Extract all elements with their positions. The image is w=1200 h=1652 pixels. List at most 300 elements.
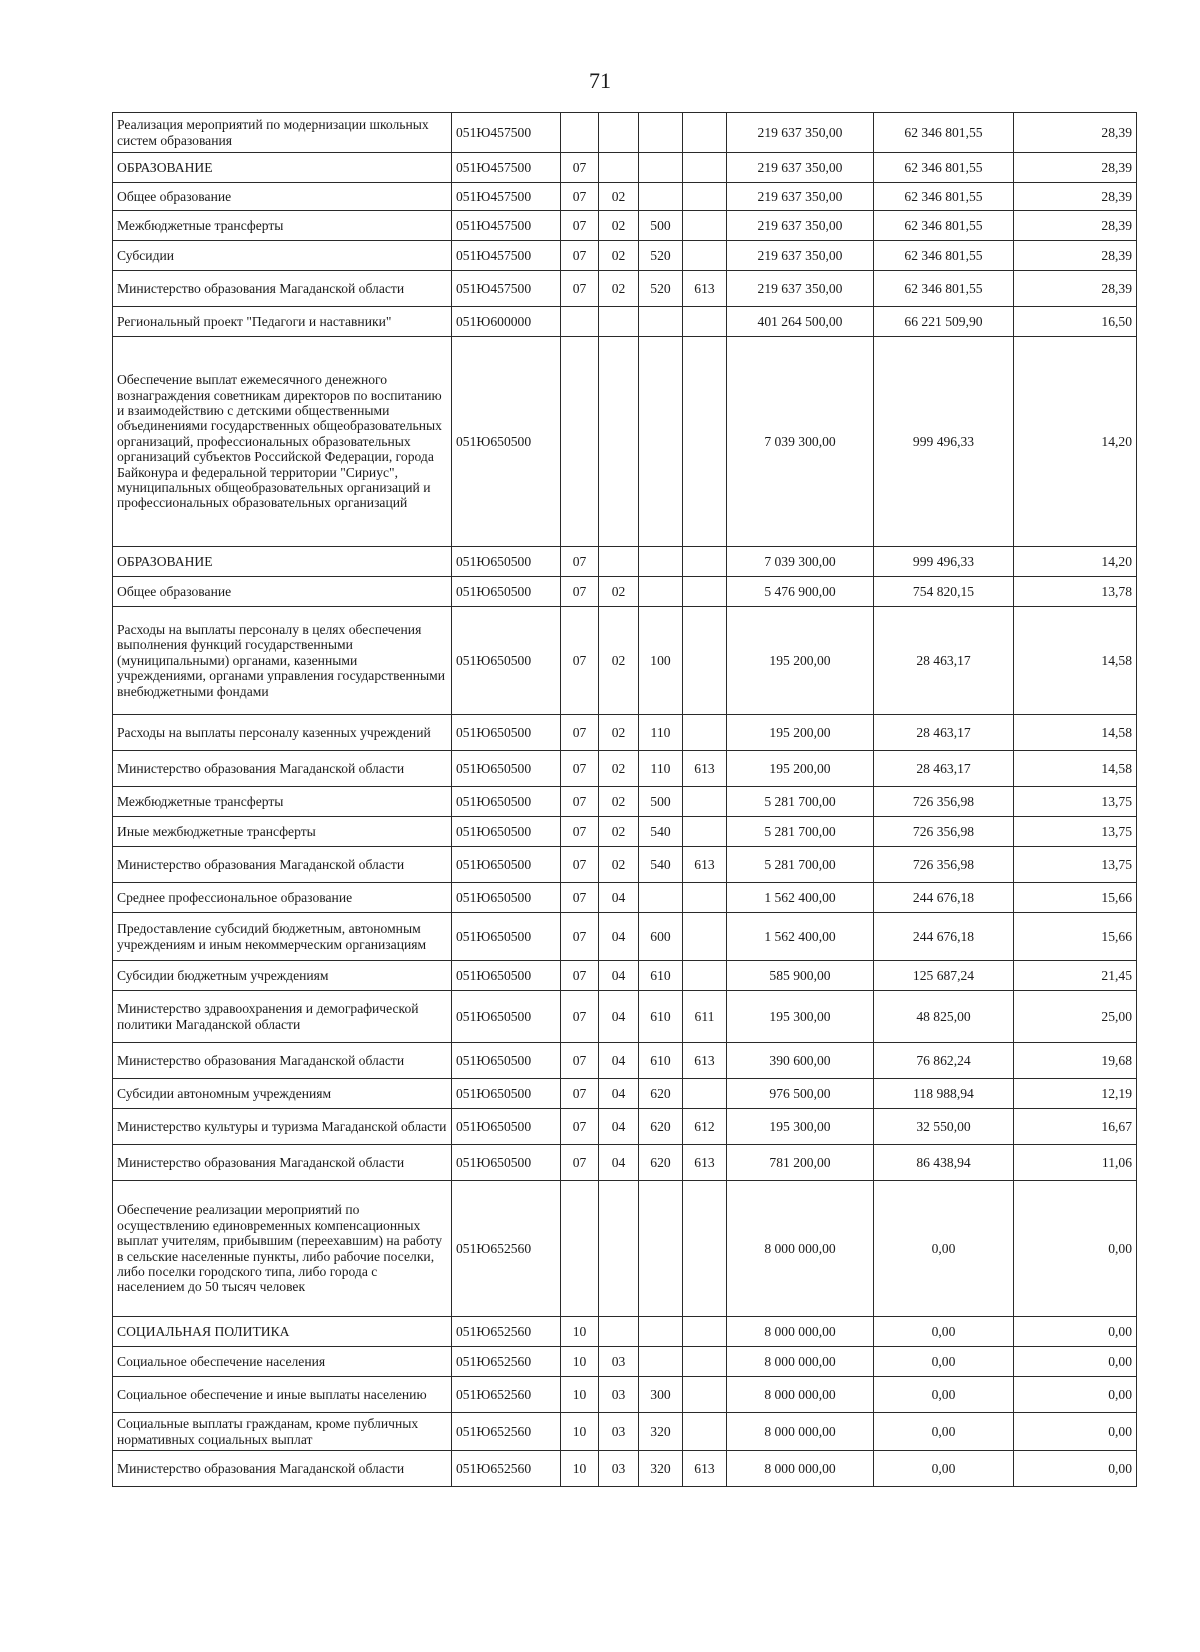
execution-percent-cell: 11,06 bbox=[1014, 1145, 1137, 1181]
section-cell: 07 bbox=[561, 991, 599, 1043]
administrator-cell bbox=[683, 817, 727, 847]
table-row bbox=[113, 817, 1137, 847]
execution-percent-cell: 14,58 bbox=[1014, 715, 1137, 751]
execution-percent-cell: 14,20 bbox=[1014, 547, 1137, 577]
execution-percent-cell: 0,00 bbox=[1014, 1451, 1137, 1487]
planned-amount-cell: 219 637 350,00 bbox=[727, 211, 874, 241]
execution-percent-cell: 14,58 bbox=[1014, 751, 1137, 787]
planned-amount-cell: 5 281 700,00 bbox=[727, 847, 874, 883]
row-name-cell: Министерство образования Магаданской области bbox=[113, 1451, 452, 1487]
expense-type-cell bbox=[639, 337, 683, 547]
executed-amount-cell: 0,00 bbox=[874, 1181, 1014, 1317]
expense-type-cell: 540 bbox=[639, 847, 683, 883]
row-name-cell: СОЦИАЛЬНАЯ ПОЛИТИКА bbox=[113, 1317, 452, 1347]
expense-type-cell bbox=[639, 1347, 683, 1377]
planned-amount-cell: 976 500,00 bbox=[727, 1079, 874, 1109]
executed-amount-cell: 62 346 801,55 bbox=[874, 153, 1014, 183]
row-name-cell: Министерство образования Магаданской области bbox=[113, 751, 452, 787]
planned-amount-cell: 8 000 000,00 bbox=[727, 1451, 874, 1487]
planned-amount-cell: 585 900,00 bbox=[727, 961, 874, 991]
section-cell: 07 bbox=[561, 211, 599, 241]
target-code-cell: 051Ю652560 bbox=[452, 1451, 561, 1487]
administrator-cell: 611 bbox=[683, 991, 727, 1043]
section-cell: 07 bbox=[561, 241, 599, 271]
section-cell: 07 bbox=[561, 577, 599, 607]
administrator-cell: 613 bbox=[683, 1145, 727, 1181]
table-row bbox=[113, 1181, 1137, 1317]
planned-amount-cell: 219 637 350,00 bbox=[727, 183, 874, 211]
execution-percent-cell: 16,50 bbox=[1014, 307, 1137, 337]
target-code-cell: 051Ю652560 bbox=[452, 1181, 561, 1317]
planned-amount-cell: 1 562 400,00 bbox=[727, 913, 874, 961]
table-row bbox=[113, 547, 1137, 577]
row-name-cell: Субсидии bbox=[113, 241, 452, 271]
row-name-cell: Общее образование bbox=[113, 183, 452, 211]
expense-type-cell bbox=[639, 307, 683, 337]
planned-amount-cell: 219 637 350,00 bbox=[727, 271, 874, 307]
target-code-cell: 051Ю650500 bbox=[452, 1145, 561, 1181]
table-row bbox=[113, 991, 1137, 1043]
executed-amount-cell: 244 676,18 bbox=[874, 913, 1014, 961]
row-name-cell: Среднее профессиональное образование bbox=[113, 883, 452, 913]
administrator-cell: 613 bbox=[683, 271, 727, 307]
budget-execution-table bbox=[112, 112, 1137, 1487]
executed-amount-cell: 999 496,33 bbox=[874, 337, 1014, 547]
executed-amount-cell: 754 820,15 bbox=[874, 577, 1014, 607]
section-cell: 07 bbox=[561, 1145, 599, 1181]
target-code-cell: 051Ю457500 bbox=[452, 271, 561, 307]
section-cell: 07 bbox=[561, 153, 599, 183]
planned-amount-cell: 195 200,00 bbox=[727, 715, 874, 751]
section-cell bbox=[561, 337, 599, 547]
table-row bbox=[113, 715, 1137, 751]
row-name-cell: Межбюджетные трансферты bbox=[113, 211, 452, 241]
execution-percent-cell: 15,66 bbox=[1014, 883, 1137, 913]
row-name-cell: Министерство образования Магаданской области bbox=[113, 1145, 452, 1181]
execution-percent-cell: 0,00 bbox=[1014, 1317, 1137, 1347]
planned-amount-cell: 195 200,00 bbox=[727, 607, 874, 715]
page-number: 71 bbox=[589, 68, 611, 93]
expense-type-cell: 500 bbox=[639, 211, 683, 241]
administrator-cell bbox=[683, 715, 727, 751]
expense-type-cell bbox=[639, 113, 683, 153]
executed-amount-cell: 999 496,33 bbox=[874, 547, 1014, 577]
administrator-cell bbox=[683, 113, 727, 153]
administrator-cell bbox=[683, 883, 727, 913]
subsection-cell: 04 bbox=[599, 883, 639, 913]
table-row bbox=[113, 1347, 1137, 1377]
execution-percent-cell: 28,39 bbox=[1014, 113, 1137, 153]
execution-percent-cell: 14,20 bbox=[1014, 337, 1137, 547]
subsection-cell: 04 bbox=[599, 1043, 639, 1079]
administrator-cell: 613 bbox=[683, 1043, 727, 1079]
administrator-cell: 613 bbox=[683, 1451, 727, 1487]
expense-type-cell: 520 bbox=[639, 271, 683, 307]
expense-type-cell: 320 bbox=[639, 1451, 683, 1487]
target-code-cell: 051Ю457500 bbox=[452, 183, 561, 211]
target-code-cell: 051Ю650500 bbox=[452, 1109, 561, 1145]
target-code-cell: 051Ю650500 bbox=[452, 961, 561, 991]
planned-amount-cell: 8 000 000,00 bbox=[727, 1377, 874, 1413]
executed-amount-cell: 28 463,17 bbox=[874, 607, 1014, 715]
section-cell: 10 bbox=[561, 1451, 599, 1487]
planned-amount-cell: 401 264 500,00 bbox=[727, 307, 874, 337]
subsection-cell: 04 bbox=[599, 1109, 639, 1145]
target-code-cell: 051Ю652560 bbox=[452, 1317, 561, 1347]
execution-percent-cell: 14,58 bbox=[1014, 607, 1137, 715]
administrator-cell bbox=[683, 913, 727, 961]
subsection-cell: 02 bbox=[599, 271, 639, 307]
administrator-cell bbox=[683, 607, 727, 715]
expense-type-cell: 110 bbox=[639, 715, 683, 751]
subsection-cell: 02 bbox=[599, 211, 639, 241]
target-code-cell: 051Ю650500 bbox=[452, 547, 561, 577]
subsection-cell: 02 bbox=[599, 577, 639, 607]
section-cell: 07 bbox=[561, 1109, 599, 1145]
administrator-cell bbox=[683, 577, 727, 607]
section-cell: 07 bbox=[561, 547, 599, 577]
subsection-cell: 02 bbox=[599, 607, 639, 715]
row-name-cell: Министерство образования Магаданской области bbox=[113, 271, 452, 307]
planned-amount-cell: 219 637 350,00 bbox=[727, 153, 874, 183]
planned-amount-cell: 7 039 300,00 bbox=[727, 547, 874, 577]
subsection-cell bbox=[599, 307, 639, 337]
row-name-cell: Расходы на выплаты персоналу в целях обеспечения выполнения функций государственными (муниципальными) органами, казенными учреждениями, органами управления государственными внебюджетными фондами bbox=[113, 607, 452, 715]
executed-amount-cell: 62 346 801,55 bbox=[874, 183, 1014, 211]
executed-amount-cell: 0,00 bbox=[874, 1347, 1014, 1377]
row-name-cell: Социальные выплаты гражданам, кроме публичных нормативных социальных выплат bbox=[113, 1413, 452, 1451]
section-cell: 07 bbox=[561, 1079, 599, 1109]
executed-amount-cell: 726 356,98 bbox=[874, 847, 1014, 883]
executed-amount-cell: 66 221 509,90 bbox=[874, 307, 1014, 337]
section-cell: 07 bbox=[561, 847, 599, 883]
executed-amount-cell: 62 346 801,55 bbox=[874, 113, 1014, 153]
administrator-cell: 613 bbox=[683, 751, 727, 787]
target-code-cell: 051Ю652560 bbox=[452, 1413, 561, 1451]
executed-amount-cell: 62 346 801,55 bbox=[874, 241, 1014, 271]
subsection-cell: 02 bbox=[599, 751, 639, 787]
expense-type-cell bbox=[639, 153, 683, 183]
target-code-cell: 051Ю650500 bbox=[452, 1079, 561, 1109]
administrator-cell bbox=[683, 1347, 727, 1377]
executed-amount-cell: 32 550,00 bbox=[874, 1109, 1014, 1145]
execution-percent-cell: 19,68 bbox=[1014, 1043, 1137, 1079]
execution-percent-cell: 16,67 bbox=[1014, 1109, 1137, 1145]
subsection-cell: 04 bbox=[599, 991, 639, 1043]
target-code-cell: 051Ю652560 bbox=[452, 1377, 561, 1413]
target-code-cell: 051Ю650500 bbox=[452, 787, 561, 817]
administrator-cell bbox=[683, 153, 727, 183]
executed-amount-cell: 76 862,24 bbox=[874, 1043, 1014, 1079]
target-code-cell: 051Ю650500 bbox=[452, 337, 561, 547]
planned-amount-cell: 8 000 000,00 bbox=[727, 1347, 874, 1377]
row-name-cell: Расходы на выплаты персоналу казенных учреждений bbox=[113, 715, 452, 751]
subsection-cell bbox=[599, 547, 639, 577]
target-code-cell: 051Ю650500 bbox=[452, 607, 561, 715]
row-name-cell: Министерство образования Магаданской области bbox=[113, 847, 452, 883]
section-cell: 07 bbox=[561, 961, 599, 991]
administrator-cell bbox=[683, 961, 727, 991]
subsection-cell: 03 bbox=[599, 1451, 639, 1487]
administrator-cell bbox=[683, 307, 727, 337]
executed-amount-cell: 62 346 801,55 bbox=[874, 271, 1014, 307]
table-row bbox=[113, 913, 1137, 961]
table-body bbox=[113, 113, 1137, 1487]
subsection-cell: 02 bbox=[599, 847, 639, 883]
administrator-cell: 612 bbox=[683, 1109, 727, 1145]
target-code-cell: 051Ю650500 bbox=[452, 991, 561, 1043]
table-row bbox=[113, 211, 1137, 241]
section-cell: 07 bbox=[561, 607, 599, 715]
planned-amount-cell: 219 637 350,00 bbox=[727, 113, 874, 153]
expense-type-cell: 320 bbox=[639, 1413, 683, 1451]
section-cell bbox=[561, 1181, 599, 1317]
section-cell: 07 bbox=[561, 183, 599, 211]
expense-type-cell: 610 bbox=[639, 961, 683, 991]
section-cell: 07 bbox=[561, 913, 599, 961]
administrator-cell bbox=[683, 1317, 727, 1347]
target-code-cell: 051Ю650500 bbox=[452, 1043, 561, 1079]
planned-amount-cell: 195 300,00 bbox=[727, 1109, 874, 1145]
administrator-cell bbox=[683, 241, 727, 271]
administrator-cell bbox=[683, 1377, 727, 1413]
section-cell: 10 bbox=[561, 1413, 599, 1451]
planned-amount-cell: 390 600,00 bbox=[727, 1043, 874, 1079]
section-cell: 10 bbox=[561, 1317, 599, 1347]
target-code-cell: 051Ю652560 bbox=[452, 1347, 561, 1377]
expense-type-cell: 620 bbox=[639, 1079, 683, 1109]
subsection-cell: 02 bbox=[599, 787, 639, 817]
subsection-cell: 04 bbox=[599, 913, 639, 961]
section-cell: 07 bbox=[561, 715, 599, 751]
section-cell bbox=[561, 307, 599, 337]
administrator-cell bbox=[683, 183, 727, 211]
section-cell: 07 bbox=[561, 787, 599, 817]
planned-amount-cell: 195 200,00 bbox=[727, 751, 874, 787]
row-name-cell: Региональный проект "Педагоги и наставники" bbox=[113, 307, 452, 337]
execution-percent-cell: 0,00 bbox=[1014, 1413, 1137, 1451]
execution-percent-cell: 13,75 bbox=[1014, 817, 1137, 847]
planned-amount-cell: 5 281 700,00 bbox=[727, 817, 874, 847]
target-code-cell: 051Ю650500 bbox=[452, 847, 561, 883]
table-row bbox=[113, 1413, 1137, 1451]
expense-type-cell bbox=[639, 547, 683, 577]
section-cell bbox=[561, 113, 599, 153]
planned-amount-cell: 195 300,00 bbox=[727, 991, 874, 1043]
planned-amount-cell: 1 562 400,00 bbox=[727, 883, 874, 913]
expense-type-cell: 100 bbox=[639, 607, 683, 715]
execution-percent-cell: 13,75 bbox=[1014, 787, 1137, 817]
planned-amount-cell: 8 000 000,00 bbox=[727, 1413, 874, 1451]
row-name-cell: Обеспечение выплат ежемесячного денежного вознаграждения советникам директоров по воспитанию и взаимодействию с детскими общественными объединениями государственных общеобразовательных организаций, профессиональных образовательных организаций субъектов Российской Федерации, города Байконура и федеральной территории "Сириус", муниципальных общеобразовательных организаций и профессиональных образовательных организаций bbox=[113, 337, 452, 547]
subsection-cell: 04 bbox=[599, 1145, 639, 1181]
row-name-cell: Субсидии бюджетным учреждениям bbox=[113, 961, 452, 991]
target-code-cell: 051Ю650500 bbox=[452, 751, 561, 787]
table-row bbox=[113, 787, 1137, 817]
row-name-cell: ОБРАЗОВАНИЕ bbox=[113, 153, 452, 183]
table-row bbox=[113, 307, 1137, 337]
subsection-cell bbox=[599, 1181, 639, 1317]
table-row bbox=[113, 241, 1137, 271]
executed-amount-cell: 0,00 bbox=[874, 1451, 1014, 1487]
execution-percent-cell: 21,45 bbox=[1014, 961, 1137, 991]
table-row bbox=[113, 1109, 1137, 1145]
row-name-cell: Субсидии автономным учреждениям bbox=[113, 1079, 452, 1109]
expense-type-cell: 600 bbox=[639, 913, 683, 961]
subsection-cell: 02 bbox=[599, 715, 639, 751]
row-name-cell: Социальное обеспечение населения bbox=[113, 1347, 452, 1377]
table-row bbox=[113, 183, 1137, 211]
execution-percent-cell: 28,39 bbox=[1014, 211, 1137, 241]
table-row bbox=[113, 153, 1137, 183]
execution-percent-cell: 28,39 bbox=[1014, 241, 1137, 271]
row-name-cell: Общее образование bbox=[113, 577, 452, 607]
expense-type-cell bbox=[639, 883, 683, 913]
table-row bbox=[113, 1043, 1137, 1079]
execution-percent-cell: 28,39 bbox=[1014, 183, 1137, 211]
planned-amount-cell: 219 637 350,00 bbox=[727, 241, 874, 271]
row-name-cell: Министерство культуры и туризма Магаданской области bbox=[113, 1109, 452, 1145]
expense-type-cell bbox=[639, 183, 683, 211]
table-row bbox=[113, 1145, 1137, 1181]
expense-type-cell: 300 bbox=[639, 1377, 683, 1413]
execution-percent-cell: 28,39 bbox=[1014, 271, 1137, 307]
executed-amount-cell: 48 825,00 bbox=[874, 991, 1014, 1043]
execution-percent-cell: 13,75 bbox=[1014, 847, 1137, 883]
subsection-cell: 04 bbox=[599, 961, 639, 991]
subsection-cell: 02 bbox=[599, 183, 639, 211]
row-name-cell: Обеспечение реализации мероприятий по осуществлению единовременных компенсационных выплат учителям, прибывшим (переехавшим) на работу в сельские населенные пункты, либо рабочие поселки, либо поселки городского типа, либо города с населением до 50 тысяч человек bbox=[113, 1181, 452, 1317]
table-row bbox=[113, 271, 1137, 307]
target-code-cell: 051Ю457500 bbox=[452, 211, 561, 241]
executed-amount-cell: 28 463,17 bbox=[874, 715, 1014, 751]
expense-type-cell: 610 bbox=[639, 991, 683, 1043]
administrator-cell bbox=[683, 1181, 727, 1317]
row-name-cell: Министерство здравоохранения и демографической политики Магаданской области bbox=[113, 991, 452, 1043]
target-code-cell: 051Ю457500 bbox=[452, 113, 561, 153]
table-row bbox=[113, 1451, 1137, 1487]
section-cell: 07 bbox=[561, 883, 599, 913]
executed-amount-cell: 28 463,17 bbox=[874, 751, 1014, 787]
expense-type-cell: 610 bbox=[639, 1043, 683, 1079]
administrator-cell bbox=[683, 1413, 727, 1451]
expense-type-cell: 500 bbox=[639, 787, 683, 817]
table-row bbox=[113, 113, 1137, 153]
expense-type-cell bbox=[639, 1317, 683, 1347]
executed-amount-cell: 0,00 bbox=[874, 1377, 1014, 1413]
expense-type-cell: 520 bbox=[639, 241, 683, 271]
executed-amount-cell: 0,00 bbox=[874, 1317, 1014, 1347]
subsection-cell: 03 bbox=[599, 1347, 639, 1377]
subsection-cell: 04 bbox=[599, 1079, 639, 1109]
target-code-cell: 051Ю650500 bbox=[452, 817, 561, 847]
execution-percent-cell: 12,19 bbox=[1014, 1079, 1137, 1109]
planned-amount-cell: 5 281 700,00 bbox=[727, 787, 874, 817]
planned-amount-cell: 781 200,00 bbox=[727, 1145, 874, 1181]
planned-amount-cell: 5 476 900,00 bbox=[727, 577, 874, 607]
expense-type-cell: 620 bbox=[639, 1145, 683, 1181]
table-row bbox=[113, 1079, 1137, 1109]
target-code-cell: 051Ю457500 bbox=[452, 153, 561, 183]
executed-amount-cell: 726 356,98 bbox=[874, 817, 1014, 847]
target-code-cell: 051Ю457500 bbox=[452, 241, 561, 271]
executed-amount-cell: 62 346 801,55 bbox=[874, 211, 1014, 241]
expense-type-cell bbox=[639, 577, 683, 607]
subsection-cell: 02 bbox=[599, 241, 639, 271]
executed-amount-cell: 125 687,24 bbox=[874, 961, 1014, 991]
table-row bbox=[113, 577, 1137, 607]
execution-percent-cell: 0,00 bbox=[1014, 1377, 1137, 1413]
row-name-cell: ОБРАЗОВАНИЕ bbox=[113, 547, 452, 577]
section-cell: 10 bbox=[561, 1377, 599, 1413]
execution-percent-cell: 28,39 bbox=[1014, 153, 1137, 183]
administrator-cell: 613 bbox=[683, 847, 727, 883]
subsection-cell bbox=[599, 153, 639, 183]
subsection-cell bbox=[599, 337, 639, 547]
subsection-cell bbox=[599, 1317, 639, 1347]
executed-amount-cell: 244 676,18 bbox=[874, 883, 1014, 913]
administrator-cell bbox=[683, 787, 727, 817]
table-row bbox=[113, 847, 1137, 883]
section-cell: 07 bbox=[561, 817, 599, 847]
table-row bbox=[113, 607, 1137, 715]
execution-percent-cell: 0,00 bbox=[1014, 1347, 1137, 1377]
section-cell: 07 bbox=[561, 271, 599, 307]
row-name-cell: Социальное обеспечение и иные выплаты населению bbox=[113, 1377, 452, 1413]
target-code-cell: 051Ю650500 bbox=[452, 715, 561, 751]
row-name-cell: Межбюджетные трансферты bbox=[113, 787, 452, 817]
execution-percent-cell: 13,78 bbox=[1014, 577, 1137, 607]
executed-amount-cell: 0,00 bbox=[874, 1413, 1014, 1451]
row-name-cell: Министерство образования Магаданской области bbox=[113, 1043, 452, 1079]
planned-amount-cell: 7 039 300,00 bbox=[727, 337, 874, 547]
table-row bbox=[113, 1317, 1137, 1347]
section-cell: 10 bbox=[561, 1347, 599, 1377]
execution-percent-cell: 25,00 bbox=[1014, 991, 1137, 1043]
row-name-cell: Реализация мероприятий по модернизации школьных систем образования bbox=[113, 113, 452, 153]
target-code-cell: 051Ю650500 bbox=[452, 913, 561, 961]
planned-amount-cell: 8 000 000,00 bbox=[727, 1181, 874, 1317]
executed-amount-cell: 726 356,98 bbox=[874, 787, 1014, 817]
administrator-cell bbox=[683, 547, 727, 577]
target-code-cell: 051Ю650500 bbox=[452, 883, 561, 913]
administrator-cell bbox=[683, 211, 727, 241]
expense-type-cell bbox=[639, 1181, 683, 1317]
expense-type-cell: 540 bbox=[639, 817, 683, 847]
table-row bbox=[113, 1377, 1137, 1413]
table-row bbox=[113, 961, 1137, 991]
table-row bbox=[113, 751, 1137, 787]
planned-amount-cell: 8 000 000,00 bbox=[727, 1317, 874, 1347]
subsection-cell: 03 bbox=[599, 1377, 639, 1413]
execution-percent-cell: 0,00 bbox=[1014, 1181, 1137, 1317]
executed-amount-cell: 86 438,94 bbox=[874, 1145, 1014, 1181]
expense-type-cell: 620 bbox=[639, 1109, 683, 1145]
table-row bbox=[113, 883, 1137, 913]
target-code-cell: 051Ю650500 bbox=[452, 577, 561, 607]
subsection-cell: 02 bbox=[599, 817, 639, 847]
expense-type-cell: 110 bbox=[639, 751, 683, 787]
target-code-cell: 051Ю600000 bbox=[452, 307, 561, 337]
row-name-cell: Предоставление субсидий бюджетным, автономным учреждениям и иным некоммерческим организациям bbox=[113, 913, 452, 961]
execution-percent-cell: 15,66 bbox=[1014, 913, 1137, 961]
administrator-cell bbox=[683, 1079, 727, 1109]
table-row bbox=[113, 337, 1137, 547]
subsection-cell bbox=[599, 113, 639, 153]
subsection-cell: 03 bbox=[599, 1413, 639, 1451]
section-cell: 07 bbox=[561, 751, 599, 787]
executed-amount-cell: 118 988,94 bbox=[874, 1079, 1014, 1109]
